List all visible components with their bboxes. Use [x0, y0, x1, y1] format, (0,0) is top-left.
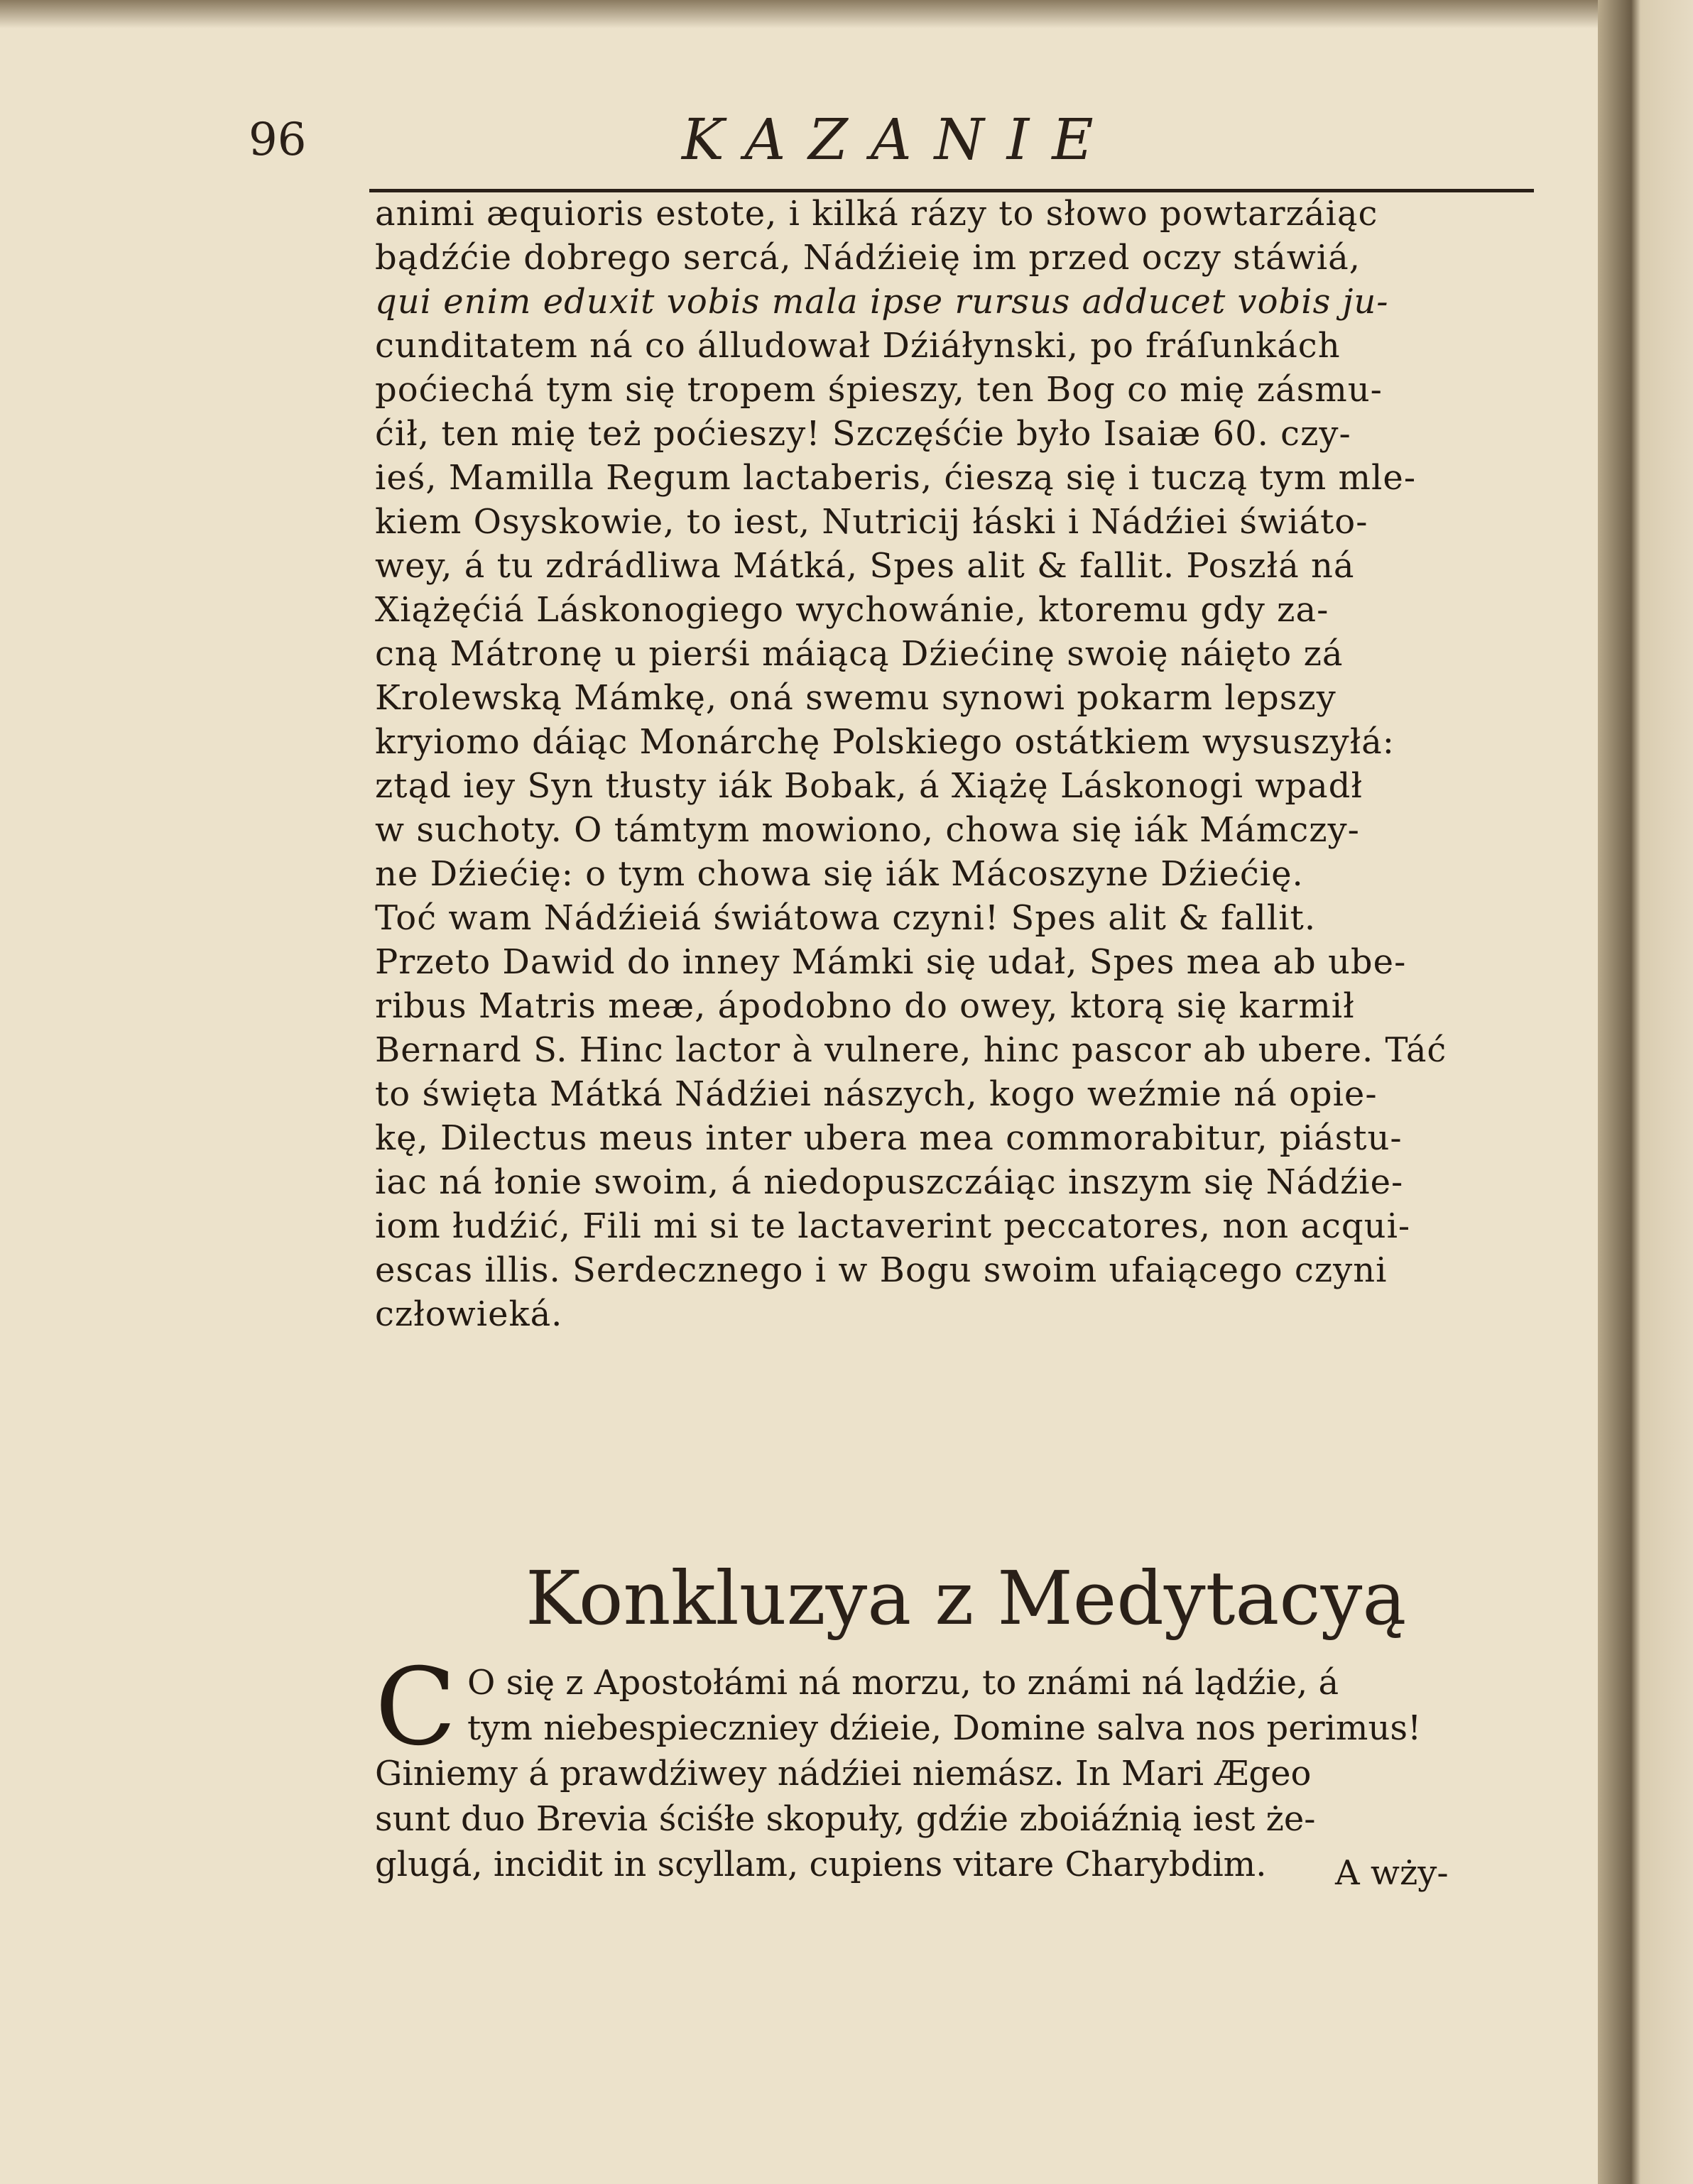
- text-line: to święta Mátká Nádźiei nászych, kogo weźmie ná opie-: [375, 1074, 1378, 1114]
- text-line: kę, Dilectus meus inter ubera mea commorabitur, piástu-: [375, 1118, 1403, 1158]
- page-gutter: [1598, 0, 1693, 2184]
- text-line: iac ná łonie swoim, á niedopuszczáiąc inszym się Nádźie-: [375, 1162, 1404, 1202]
- text-line: ribus Matris meæ, ápodobno do owey, ktorą się karmił: [375, 986, 1355, 1026]
- text-line: bądźćie dobrego sercá, Nádźieię im przed oczy stáwiá,: [375, 238, 1361, 278]
- text-line: cunditatem ná co álludował Dźiáłynski, po fráſunkách: [375, 326, 1341, 366]
- text-line: cną Mátronę u pierśi máiącą Dźiećinę swoię náięto zá: [375, 634, 1344, 674]
- catchword: A wży-: [1335, 1853, 1449, 1893]
- drop-cap: C: [375, 1646, 457, 1769]
- text-line: Bernard S. Hinc lactor à vulnere, hinc pascor ab ubere. Táć: [375, 1030, 1447, 1070]
- running-title: KAZANIE: [682, 107, 1116, 173]
- text-line: w suchoty. O támtym mowiono, chowa się iák Mámczy-: [375, 810, 1360, 850]
- section-heading: Konkluzya z Medytacyą: [526, 1555, 1407, 1642]
- text-line: O się z Apostołámi ná morzu, to známi ná lądźie, á: [467, 1663, 1339, 1703]
- text-line: człowieká.: [375, 1294, 563, 1334]
- text-line: kryiomo dáiąc Monárchę Polskiego ostátkiem wysuszyłá:: [375, 722, 1395, 762]
- text-line: iom łudźić, Fili mi si te lactaverint peccatores, non acqui-: [375, 1206, 1411, 1246]
- text-line: Toć wam Nádźieiá świátowa czyni! Spes alit & fallit.: [375, 898, 1317, 938]
- text-line: ćił, ten mię też poćieszy! Szczęśćie było Isaiæ 60. czy-: [375, 414, 1351, 454]
- text-line: ztąd iey Syn tłusty iák Bobak, á Xiążę Láskonogi wpadł: [375, 766, 1363, 806]
- page-top-shadow: [0, 0, 1693, 28]
- text-line: tym niebespieczniey dźieie, Domine salva nos perimus!: [467, 1708, 1422, 1748]
- text-line: sunt duo Brevia ściśłe skopuły, gdźie zboiáźnią iest że-: [375, 1799, 1316, 1839]
- body-paragraph: [375, 192, 1562, 1336]
- text-line: ne Dźiećię: o tym chowa się iák Mácoszyne Dźiećię.: [375, 854, 1304, 894]
- text-line: kiem Osyskowie, to iest, Nutricij łáski i Nádźiei świáto-: [375, 502, 1368, 542]
- text-line: Krolewską Mámkę, oná swemu synowi pokarm lepszy: [375, 678, 1337, 718]
- text-line: wey, á tu zdrádliwa Mátká, Spes alit & fallit. Poszłá ná: [375, 546, 1355, 586]
- text-line: glugá, incidit in scyllam, cupiens vitare Charybdim.: [375, 1845, 1267, 1884]
- text-line: ieś, Mamilla Regum lactaberis, ćieszą się i tuczą tym mle-: [375, 458, 1417, 498]
- text-line: Przeto Dawid do inney Mámki się udał, Spes mea ab ube-: [375, 942, 1407, 982]
- text-line: Xiążęćiá Láskonogiego wychowánie, ktoremu gdy za-: [375, 590, 1329, 630]
- page-number: 96: [249, 114, 307, 166]
- text-line: Giniemy á prawdźiwey nádźiei niemász. In Mari Ægeo: [375, 1754, 1312, 1793]
- text-line: animi æquioris estote, i kilká rázy to słowo powtarzáiąc: [375, 194, 1378, 234]
- text-line: escas illis. Serdecznego i w Bogu swoim ufaiącego czyni: [375, 1250, 1388, 1290]
- text-line: poćiechá tym się tropem śpieszy, ten Bog co mię zásmu-: [375, 370, 1383, 410]
- text-line: qui enim eduxit vobis mala ipse rursus adducet vobis ju-: [375, 282, 1389, 322]
